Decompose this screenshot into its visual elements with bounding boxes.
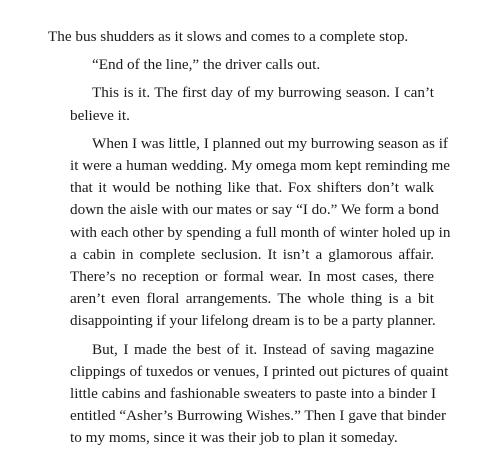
text-line: little cabins and fashionable sweaters to paste into a binder I [70, 385, 437, 403]
paragraph-2 [48, 54, 434, 76]
paragraph-5 [48, 339, 449, 450]
text-line: But, I made the best of it. Instead of saving magazine [92, 340, 434, 358]
text-line: disappointing if your lifelong dream is to be a party planner. [70, 312, 436, 330]
text-line: This is it. The first day of my burrowing season. I can’t [92, 84, 434, 102]
paragraph-3 [48, 82, 434, 126]
text-line: When I was little, I planned out my burrowing season as if [92, 134, 448, 152]
text-line: a cabin in complete seclusion. It isn’t a glamorous affair. [70, 245, 434, 263]
text-line: to my moms, since it was their job to plan it someday. [70, 429, 398, 447]
text-line: “End of the line,” the driver calls out. [92, 56, 321, 74]
text-line: The bus shudders as it slows and comes to a complete stop. [48, 28, 409, 45]
text-line: aren’t even floral arrangements. The whole thing is a bit [70, 290, 434, 308]
book-page [48, 26, 451, 456]
paragraph-4 [48, 133, 451, 333]
text-line: clippings of tuxedos or venues, I printed out pictures of quaint [70, 362, 449, 380]
text-line: with each other by spending a full month of winter holed up in [70, 223, 451, 241]
text-line: it were a human wedding. My omega mom kept reminding me [70, 157, 451, 175]
text-line: that it would be nothing like that. Fox shifters don’t walk [70, 179, 434, 197]
text-line: There’s no reception or formal wear. In most cases, there [70, 268, 434, 286]
paragraph-1 [48, 26, 434, 48]
text-line: down the aisle with our mates or say “I do.” We form a bond [70, 201, 439, 219]
text-line: believe it. [70, 106, 130, 124]
text-line: entitled “Asher’s Burrowing Wishes.” Then I gave that binder [70, 407, 447, 425]
